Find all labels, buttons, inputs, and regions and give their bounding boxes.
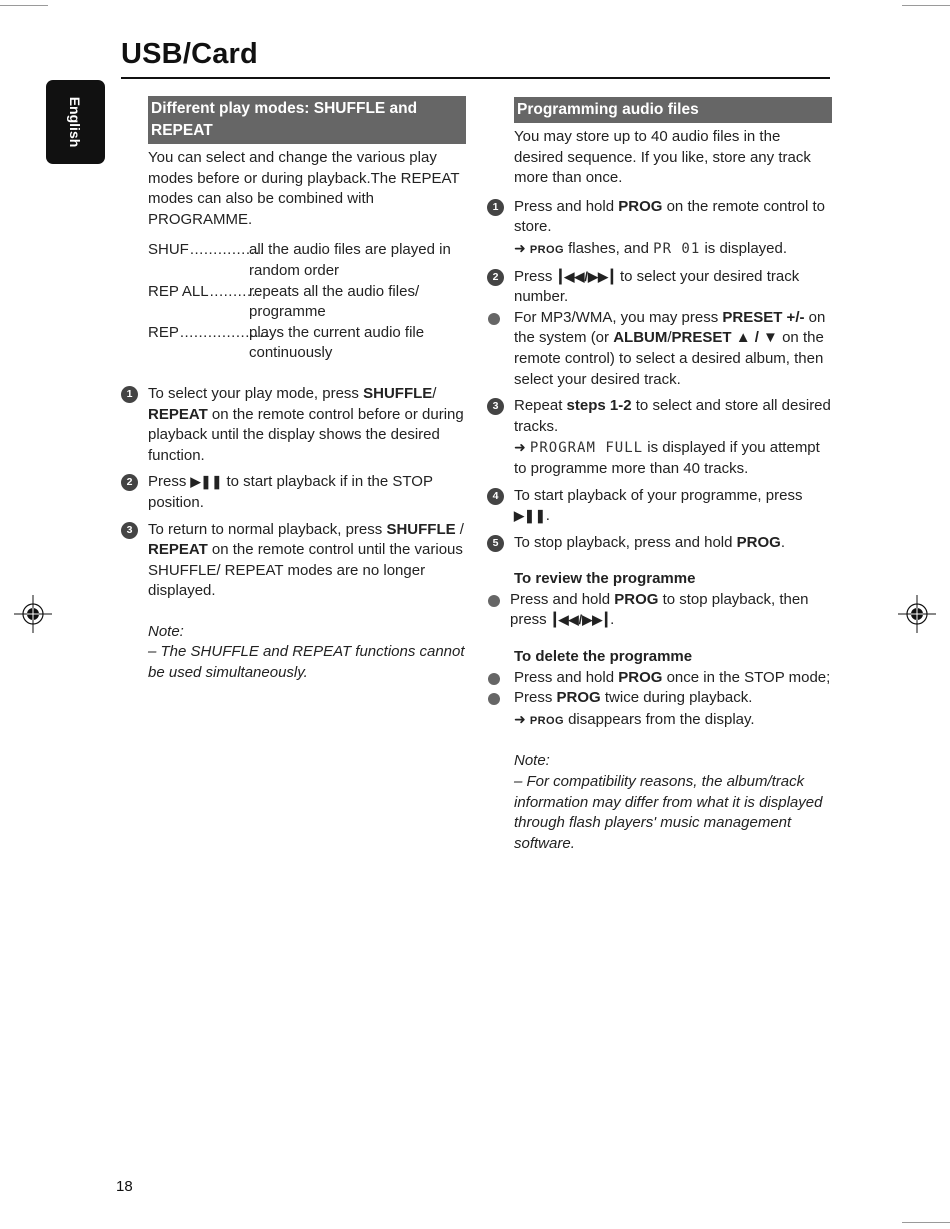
bullet-icon (488, 693, 500, 705)
step-text: Press and hold (514, 197, 619, 215)
mode-leader-dots: ................... (179, 323, 269, 341)
step-text: once in the STOP mode; (662, 668, 831, 686)
button-name-prog: PROG (736, 533, 781, 551)
step-text: twice during playback. (600, 689, 753, 707)
right-column (492, 97, 832, 854)
play-modes-intro: You can select and change the various play modes before or during playback.The REPEAT modes can also be combined with PROGRAMME. (148, 149, 460, 228)
mode-description: plays the current audio file continuously (249, 323, 425, 362)
step-text: Press and hold (514, 668, 619, 686)
prog-indicator: PROG (529, 243, 564, 256)
section-title-programming: Programming audio files (514, 97, 832, 123)
step-text: Press and hold (510, 590, 615, 608)
step-text: . (545, 507, 550, 525)
bullet-icon (488, 673, 500, 685)
mode-description: repeats all the audio files/ programme (249, 282, 420, 321)
mode-description: all the audio files are played in random order (249, 241, 451, 279)
programming-intro: You may store up to 40 audio files in the desired sequence. If you like, store any track more than once. (514, 128, 811, 187)
language-tab-label: English (67, 96, 83, 148)
button-name-prog: PROG (618, 197, 663, 215)
step-text: to select your desired track number. (514, 267, 800, 306)
step-2 (126, 472, 466, 513)
step-number-badge: 2 (121, 474, 138, 491)
button-name-prog: PROG (618, 668, 663, 686)
step-text: Repeat (514, 397, 567, 415)
lcd-readout: PR 01 (653, 240, 701, 257)
step-text: Press (514, 689, 557, 707)
step-text: . (780, 533, 785, 551)
review-heading: To review the programme (514, 570, 696, 588)
mode-leader-dots: ................ (189, 241, 265, 259)
mode-list (148, 240, 466, 364)
title-rule (121, 77, 830, 79)
step-number-badge: 5 (487, 535, 504, 552)
step-1 (126, 384, 466, 466)
mode-name: SHUF (148, 241, 189, 259)
button-name-repeat: REPEAT (148, 541, 208, 559)
step-text: is displayed if you attempt to programme more than 40 tracks. (514, 439, 820, 477)
button-name-preset: PRESET +/- (722, 308, 805, 326)
step-text: For MP3/WMA, you may press (514, 308, 723, 326)
note-label: Note: (514, 752, 550, 770)
registration-mark-right (898, 595, 936, 633)
note-text: – For compatibility reasons, the album/track information may differ from what it is displayed through flash players' music management software. (514, 773, 823, 852)
language-tab (46, 80, 105, 164)
step-text: To return to normal playback, press (148, 520, 387, 538)
step-number-badge: 1 (487, 199, 504, 216)
bullet-item (514, 668, 832, 689)
button-name-shuffle: SHUFFLE (363, 384, 433, 402)
step-number-badge: 1 (121, 386, 138, 403)
bullet-icon (488, 313, 500, 325)
step-text: To start playback of your programme, press (514, 486, 803, 504)
bullet-item (514, 688, 832, 731)
arrow-right-icon: ➜ (514, 439, 526, 456)
lcd-readout: PROGRAM FULL (529, 440, 644, 457)
step-3 (126, 520, 466, 602)
crop-mark (902, 5, 950, 6)
step-number-badge: 3 (121, 522, 138, 539)
button-name-prog: PROG (614, 590, 659, 608)
step-text: on the remote control) to select a desired album, then select your desired track. (514, 329, 824, 388)
bullet-item (514, 308, 832, 390)
note-label: Note: (148, 622, 184, 640)
step-text: flashes, and (563, 239, 654, 257)
button-name-shuffle: SHUFFLE (386, 520, 456, 538)
bullet-item (510, 590, 832, 631)
mode-row (148, 240, 466, 281)
page-title: USB/Card (121, 38, 258, 70)
arrow-right-icon: ➜ (514, 239, 526, 256)
bullet-icon (488, 595, 500, 607)
skip-prev-next-icon: ┃◀◀/▶▶┃ (550, 612, 611, 628)
step-text: Press (514, 267, 557, 285)
prog-indicator: PROG (529, 714, 564, 727)
step-text: on the remote control before or during playback until the display shows the desired function. (148, 405, 464, 464)
button-name-repeat: REPEAT (148, 405, 208, 423)
step-text: on the system (or (514, 308, 826, 347)
page-number: 18 (116, 1178, 133, 1195)
step-text: on the remote control to store. (514, 197, 826, 236)
mode-name: REP (148, 323, 179, 341)
button-name-prog: PROG (556, 689, 601, 707)
step-text: to stop playback, then press (510, 590, 809, 629)
section-title-play-modes: Different play modes: SHUFFLE and REPEAT (148, 96, 466, 144)
play-pause-icon: ▶❚❚ (190, 474, 223, 490)
mode-row (148, 323, 466, 364)
crop-mark (902, 1222, 950, 1223)
button-name-preset-arrows: PRESET ▲ / ▼ (671, 329, 778, 347)
step-text: on the remote control until the various SHUFFLE/ REPEAT modes are no longer displayed. (148, 541, 463, 600)
step-5 (492, 533, 832, 554)
step-number-badge: 2 (487, 269, 504, 286)
step-number-badge: 4 (487, 488, 504, 505)
step-text: To stop playback, press and hold (514, 533, 737, 551)
step-text: Press (148, 473, 191, 491)
left-column (126, 96, 466, 684)
step-text: To select your play mode, press (148, 384, 364, 402)
mode-row (148, 282, 466, 323)
step-reference: steps 1-2 (566, 397, 632, 415)
step-text: . (610, 611, 615, 629)
step-text: / (455, 520, 464, 538)
step-text: disappears from the display. (563, 710, 755, 728)
step-text: is displayed. (700, 239, 788, 257)
step-1 (492, 197, 832, 261)
step-text: / (432, 384, 437, 402)
step-number-badge: 3 (487, 398, 504, 415)
step-4 (492, 486, 832, 527)
crop-mark (0, 5, 48, 6)
step-text: to start playback if in the STOP position. (148, 473, 433, 511)
button-name-album: ALBUM (613, 329, 668, 347)
skip-prev-next-icon: ┃◀◀/▶▶┃ (556, 268, 616, 284)
registration-mark-left (14, 595, 52, 633)
play-pause-icon: ▶❚❚ (514, 508, 546, 524)
step-text: / (667, 329, 672, 347)
step-3 (492, 396, 832, 479)
arrow-right-icon: ➜ (514, 710, 526, 727)
note-text: – The SHUFFLE and REPEAT functions cannot be used simultaneously. (148, 643, 465, 682)
mode-name: REP ALL (148, 282, 209, 300)
step-2 (492, 267, 832, 308)
delete-heading: To delete the programme (514, 648, 693, 666)
step-text: to select and store all desired tracks. (514, 397, 831, 435)
mode-leader-dots: ........... (209, 282, 261, 300)
